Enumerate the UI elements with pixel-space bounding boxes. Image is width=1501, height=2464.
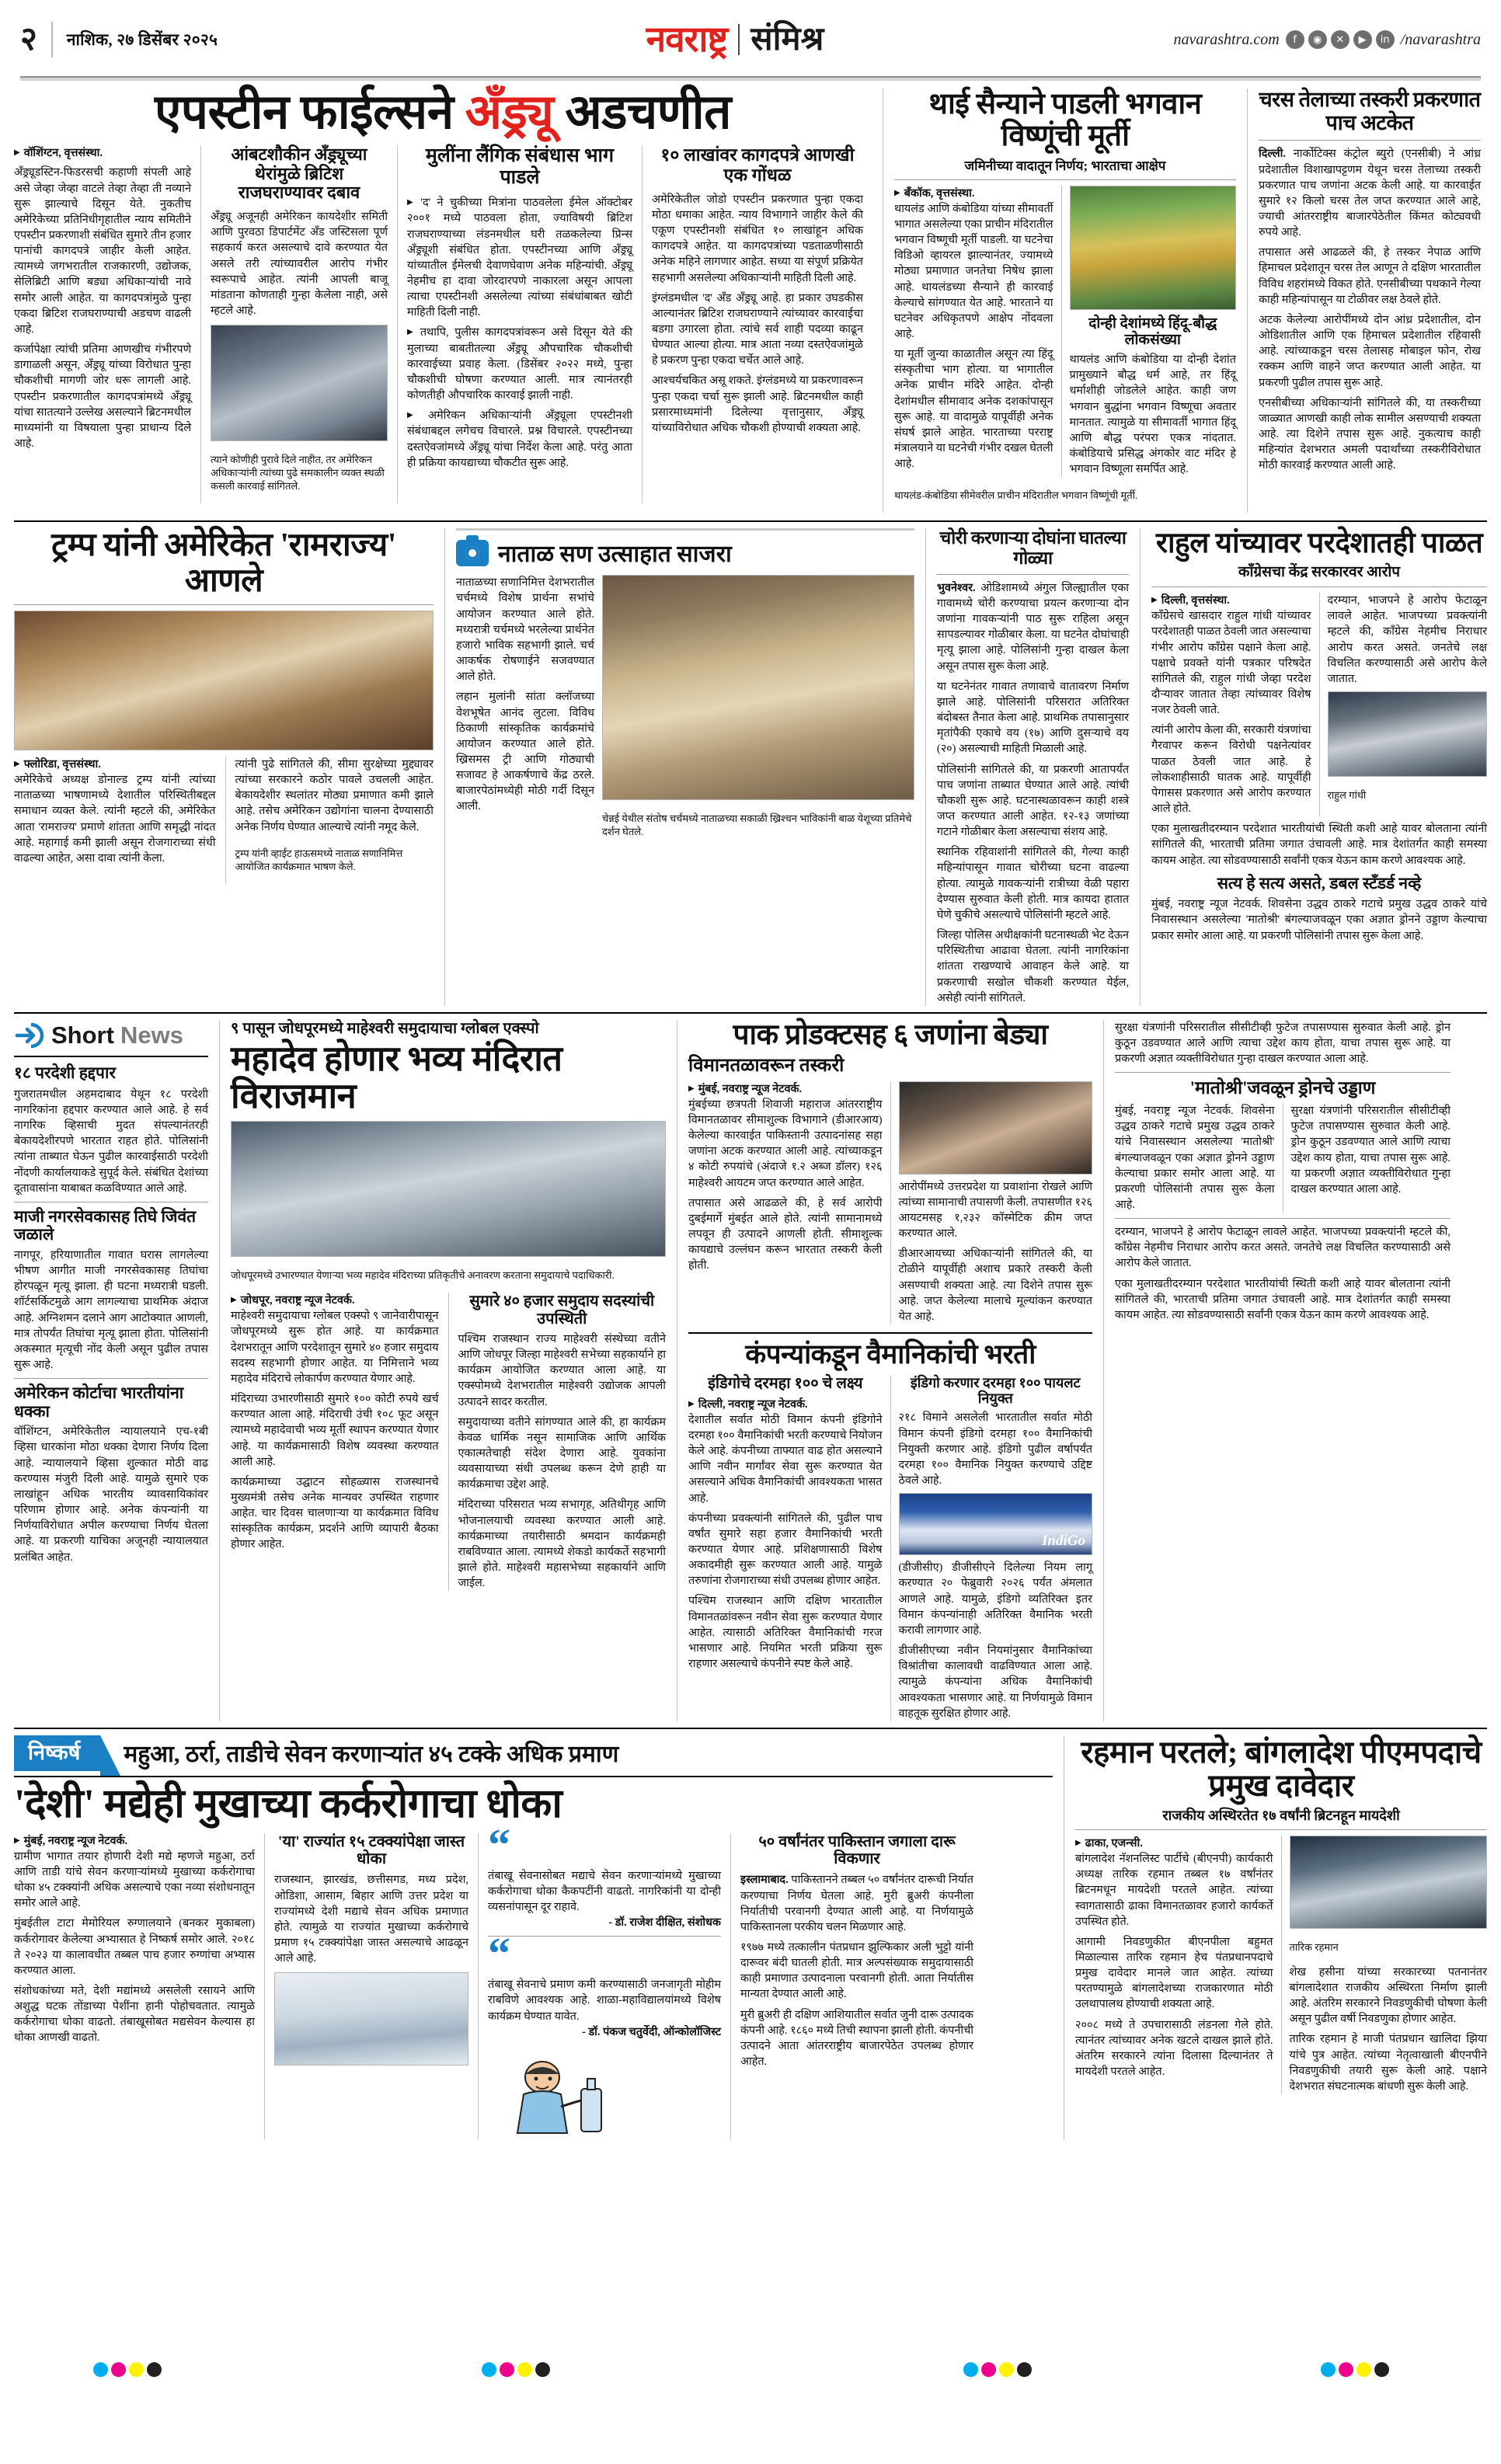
rahul-dateline: दिल्ली, वृत्तसंस्था. [1161,594,1230,607]
thai-photo [1070,186,1236,310]
smuggling-story [688,1020,1092,1721]
short-news-item [14,1384,208,1564]
mahadev-col-2 [458,1293,667,1591]
liquor-body-2: मुंबईतील टाटा मेमोरियल रुग्णालयाने (बनकर मुकाबला) कर्करोगावर केलेल्या अभ्यासात हे निष्कर्ष समोर आले. २०१८ ते २०२३ या कालावधीत तब्बल पाच हजार रुग्णांचा अभ्यास करण्यात आला. [14,1917,255,1977]
linkedin-icon[interactable]: in [1376,30,1395,49]
page-number: २ [20,22,37,57]
pak-liquor-body-3: मुरी ब्रुअरी ही दक्षिण आशियातील सर्वात जुनी दारू उत्पादक कंपनी आहे. १८६० मध्ये तिची स्थापना झाली होती. कंपनीची उत्पादने आता आंतरराष्ट्रीय बाजारपेठेत उपलब्ध होणार आहेत. [740,2008,973,2069]
theft-headline: चोरी करणाऱ्या दोघांना घातल्या गोळ्या [939,528,1127,569]
indigo-logo: IndiGo [1042,1533,1085,1550]
lead-sub-deck: १० लाखांवर कागदपत्रे आणखी एक गोंधळ [660,145,855,185]
charas-dateline: दिल्ली. [1259,148,1286,161]
rahul-body-2: त्यांनी आरोप केला की, सरकारी यंत्रणांचा गैरवापर करून विरोधी पक्षनेत्यांवर पाळत ठेवली जात आहे. हे लोकशाहीसाठी घातक आहे. यापूर्वीही पेगासस प्रकरणात असे आरोप करण्यात आले होते. [1151,724,1311,816]
lead-body-1b: कर्जापेक्षा त्यांची प्रतिमा आणखीच गंभीरपणे डागाळली असून, अँड्र्यू यांच्या विरोधात पुन्हा चौकशीची मागणी जोर धरू लागली आहे. एपस्टीन प्रकरणातील कागदपत्रांमध्ये अँड्र्यू यांचा सातत्याने उल्लेख असल्याने ब्रिटनमधील माध्यमांनी या विषयाला पुन्हा प्राधान्य दिले आहे. [14,343,191,451]
pilots-photo [899,1493,1093,1555]
lead-col-1 [14,145,191,503]
smuggling-col-1 [688,1081,883,1324]
cmyk-dots-center-right [963,2362,1032,2377]
theft-dateline: भुवनेश्वर. [936,581,976,594]
smuggling-dateline: मुंबई, नवराष्ट्र न्यूज नेटवर्क. [698,1082,803,1095]
thai-body-2: या मूर्ती जुन्या काळातील असून त्या हिंदू संस्कृतीचा भाग होत्या. या भागातील अनेक प्राचीन मंदिरे आहेत. दोन्ही देशांमधील सीमावाद अनेक दशकांपासून सुरू आहे. या वादामुळे यापूर्वीही अनेक संघर्ष झाले आहेत. भारताच्या परराष्ट्र मंत्रालयाने या घटनेची गंभीर दखल घेतली आहे. [894,348,1053,471]
smuggling-body-1: मुंबईच्या छत्रपती शिवाजी महाराज आंतरराष्ट्रीय विमानतळावर सीमाशुल्क विभागाने (डीआरआय) केलेल्या कारवाईत पाकिस्तानी उत्पादनांसह सहा जणांना अटक करण्यात आली आहे. त्यांच्याकडून ४ कोटी रुपयांचे (अंदाजे १.२ अब्ज डॉलर) १२६ माहेश्वरी आयटम जप्त करण्यात आले आहेत. [688,1098,883,1189]
nishkarsh-flag: निष्कर्ष [14,1735,100,1771]
thai-box-body: थायलंड आणि कंबोडिया या दोन्ही देशांत प्रामुख्याने बौद्ध धर्म आहे, तर हिंदू धर्माशीही जोडलेले आहेत. काही जण भगवान बुद्धांना भगवान विष्णूचा अवतार मानतात. त्यामुळे या सीमावर्ती भागात हिंदू आणि बौद्ध परंपरा एकत्र नांदतात. कंबोडियाचे प्रसिद्ध अंगकोर वाट मंदिर हे भगवान विष्णूला समर्पित आहे. [1069,353,1236,476]
mahadev-body-3: कार्यक्रमाच्या उद्घाटन सोहळ्यास राजस्थानचे मुख्यमंत्री तसेच अनेक मान्यवर उपस्थित राहणार आहेत. चार दिवस चालणाऱ्या या कार्यक्रमात विविध सांस्कृतिक कार्यक्रम, प्रदर्शने आणि व्यापारी बैठका होणार आहेत. [231,1475,439,1551]
liquor-banner [14,1735,1053,1771]
short-news-label-b: News [120,1021,183,1049]
smuggling-headline: पाक प्रोडक्टसह ६ जणांना बेड्या [733,1018,1048,1051]
rahman-body-3: २००८ मध्ये ते उपचारासाठी लंडनला गेले होते. त्यानंतर त्यांच्यावर अनेक खटले दाखल झाले होते. अंतरिम सरकारने त्यांना दिलासा दिल्यानंतर ते मायदेशी परतले आहेत. [1075,2018,1273,2079]
smuggling-photo [899,1081,1093,1175]
pilots-left-body-3: पश्चिम राजस्थान आणि दक्षिण भारतातील विमानतळांवरून नवीन सेवा सुरू करण्यात येणार आहेत. त्यासाठी अतिरिक्त वैमानिकांची गरज भासणार आहे. नियमित भरती प्रक्रिया सुरू राहणार असल्याचे कंपनीने स्पष्ट केले आहे. [688,1595,883,1671]
rahul-body-3: दरम्यान, भाजपने हे आरोप फेटाळून लावले आहेत. भाजपच्या प्रवक्त्यांनी म्हटले की, काँग्रेस नेहमीच निराधार आरोप करत असते. जनतेचे लक्ष विचलित करण्यासाठी असे आरोप केले जातात. [1327,594,1487,685]
lead-dateline-line [14,145,191,161]
rahman-body-1: बांगलादेश नॅशनलिस्ट पार्टीचे (बीएनपी) कार्यकारी अध्यक्ष तारिक रहमान तब्बल १७ वर्षांनंतर ब्रिटनमधून मायदेशी परतले आहेत. त्यांच्या स्वागतासाठी ढाका विमानतळावर हजारो कार्यकर्ते उपस्थित होते. [1075,1853,1273,1928]
masthead-divider [51,22,53,57]
matoshree-body-2: सुरक्षा यंत्रणांनी परिसरातील सीसीटीव्ही फुटेज तपासण्यास सुरुवात केली आहे. ड्रोन कुठून उडवण्यात आले आणि त्याचा उद्देश काय होता, याचा तपास सुरू आहे. या प्रकरणी अज्ञात व्यक्तीविरोधात गुन्हा दाखल करण्यात आला आहे. [1290,1105,1451,1195]
rahman-photo-caption: तारिक रहमान [1289,1940,1339,1953]
trump-headline: ट्रम्प यांनी अमेरिकेत 'रामराज्य' आणले [51,527,396,599]
logo-secondary: संमिश्र [750,22,824,57]
pilots-right-body-1: २१८ विमाने असलेली भारतातील सर्वात मोठी विमान कंपनी इंडिगो दरमहा १०० वैमानिकांची नियुक्ती करणार आहे. इंडिगो पुढील वर्षापर्यंत दरमहा १०० वैमानिक नियुक्त करण्याचे उद्दिष्ट ठेवले आहे. [898,1411,1092,1488]
lead-photo-caption: त्याने कोणीही पुरावे दिले नाहीत, तर अमेरिकन अधिकाऱ्यांनी त्यांच्या पुढे समकालीन व्यक्त स्थळी कसली कारवाई सांगितले. [211,454,385,492]
liquor-headline: 'देशी' मद्येही मुखाच्या कर्करोगाचा धोका [14,1781,562,1826]
rahul-photo [1328,691,1488,777]
trump-photo-caption: ट्रम्प यांनी व्हाईट हाऊसमध्ये नाताळ सणानिमित्त आयोजित कार्यक्रमात भाषण केले. [235,847,403,872]
short-news-block [14,1020,208,1721]
rahul-photo-caption: राहुल गांधी [1327,789,1367,802]
pilots-headline: कंपन्यांकडून वैमानिकांची भरती [745,1339,1036,1370]
theft-story [937,528,1129,1006]
lead-body-4b: आश्चर्यचकित असू शकते. इंग्लंडमध्ये या प्रकरणावरून पुन्हा एकदा चर्चा सुरू झाली आहे. ब्रिटनमधील काही प्रसारमाध्यमांनी दिलेल्या वृत्तानुसार, अँड्र्यू यांच्याविरोधात अधिक चौकशी होण्याची शक्यता आहे. [652,374,863,434]
mahadev-dateline: जोधपूर, नवराष्ट्र न्यूज नेटवर्क. [240,1294,355,1307]
thai-dateline: बँकॉक, [904,186,934,200]
charas-body-3: अटक केलेल्या आरोपींमध्ये दोन आंध्र प्रदेशातील, दोन ओडिशातील आणि एक हिमाचल प्रदेशातील रहिवासी आहे. त्यांच्याकडून चरस तेलासह मोबाइल फोन, रोख रक्कम आणि वाहने जप्त करण्यात आली आहेत. या प्रकरणी पुढील तपास सुरू आहे. [1259,313,1481,389]
thai-col-1 [894,186,1053,478]
trump-agency: वृत्तसंस्था. [62,758,101,771]
rahul-story [1151,528,1487,1006]
lead-bullet-3: ▶ अमेरिकन अधिकाऱ्यांनी अँड्र्यूला एपस्टीनशी संबंधाबद्दल लगेचच विचारले. प्रश्न विचारले. एपस्टीनच्या दस्तऐवजांमध्ये अँड्र्यू यांचा निर्देश केला आहे. परंतु आता ही प्रक्रिया कायद्याच्या चौकटीत सुरू आहे. [407,408,632,471]
liquor-col-1 [14,1833,255,2139]
thai-body-1: थायलंड आणि कंबोडिया यांच्या सीमावर्ती भागात असलेल्या एका प्राचीन मंदिरातील भगवान विष्णूची मूर्ती पाडली. या घटनेचा विडिओ व्हायरल झाल्यानंतर, ज्यामध्ये मोठ्या प्रमाणात जनतेचा निषेध झाला आहे. थायलंडच्या सैन्याने ही कारवाई केल्याचे सांगण्यात येत आहे. भारताने या घटनेवर अधिकृतपणे आक्षेप नोंदवला आहे. [894,202,1053,341]
quote-2-text: तंबाखू सेवनाचे प्रमाण कमी करण्यासाठी जनजागृती मोहीम राबविणे आवश्यक आहे. शाळा-महाविद्यालयांमध्ये विशेष कार्यक्रम घेण्यात यावेत. [488,1979,721,2023]
masthead-right [1015,30,1481,49]
rahman-col-1 [1075,1836,1273,2094]
rahul-subhead-3: 'मातोश्री'जवळून ड्रोनचे उड्डाण [1189,1078,1376,1098]
christmas-photo-caption: चेन्नई येथील संतोष चर्चमध्ये नाताळच्या सकाळी ख्रिश्चन भाविकांनी बाळ येशूच्या प्रतिमेचे दर्शन घेतले. [601,813,912,838]
x-twitter-icon[interactable]: ✕ [1331,30,1350,49]
smuggling-col-2 [899,1081,1093,1324]
theft-body-1: ओडिशामध्ये अंगुल जिल्ह्यातील एका गावामध्ये चोरी करण्याचा प्रयत्न करणाऱ्या दोन जणांना गावकऱ्यांनी पाठ सुरू राहिला असून सापडल्यावर गोळीबार केला. या घटनेत दोघांचाही मृत्यू झाला आहे. पोलिसांनी गुन्हा दाखल केला असून तपास सुरू केला आहे. [936,581,1130,673]
pilots-left-dateline: दिल्ली, नवराष्ट्र न्यूज नेटवर्क. [698,1397,808,1411]
charas-body-4: एनसीबीच्या अधिकाऱ्यांनी सांगितले की, या तस्करीच्या जाळ्यात आणखी काही लोक सामील असण्याची शक्यता आहे. त्या दिशेने तपास सुरू आहे. नुकत्याच काही महिन्यांत देशभरात अमली पदार्थांच्या तस्करीविरोधात मोठी कारवाई करण्यात आली आहे. [1259,396,1481,472]
quote-block [488,1928,721,2040]
trump-col-1 [14,757,216,884]
edition-date: नाशिक, २७ डिसेंबर २०२५ [66,30,218,49]
short-news-header [14,1020,208,1051]
christmas-body-2: लहान मुलांनी सांता क्लॉजच्या वेशभूषेत आनंद लुटला. विविध ठिकाणी सांस्कृतिक कार्यक्रमांचे आयोजन करण्यात आले होते. ख्रिसमस ट्री आणि गोठ्याची सजावट हे आकर्षणाचे केंद्र ठरले. बाजारपेठांमध्येही मोठी गर्दी दिसून आली. [455,691,594,813]
smuggling-body-3: आरोपींमध्ये उत्तरप्रदेश या प्रवाशांना रोखले आणि त्यांच्या सामानाची तपासणी केली. तपासणीत १२६ आयटमसह १,२३२ कॉस्मेटिक क्रीम जप्त करण्यात आले. [898,1180,1092,1241]
third-row [14,1020,1487,1721]
quote-open-icon: “ [488,1818,510,1870]
mahadev-photo [231,1121,666,1257]
lead-bullet-2: ▶ तथापि, पुलीस कागदपत्रांवरून असे दिसून येते की मुलाच्या बाबतीतल्या अँड्र्यू औपचारिक चौकशीची कारवाईच्या प्रवाह केला. (डिसेंबर २०२२ मध्ये, पुन्हा चौकशीची घोषणा करण्यात आली. मात्र त्यानंतरही कोणतीही औपचारिक कारवाई झाली नाही. [407,325,632,403]
fourth-row [14,1735,1487,2139]
lead-col-3 [407,145,632,503]
arrow-circle-icon [14,1020,45,1051]
quote-1-author: - डॉ. राजेश दीक्षित, संशोधक [608,1916,721,1930]
lead-dateline: वॉशिंग्टन, [23,147,61,160]
charas-body-2: तपासात असे आढळले की, हे तस्कर नेपाळ आणि हिमाचल प्रदेशातून चरस तेल आणून ते दक्षिण भारतातील विविध शहरांमध्ये विकत होते. एनसीबीच्या पथकाने गेल्या काही महिन्यांपासून या टोळीवर लक्ष ठेवले होते. [1259,246,1481,306]
second-row [14,528,1487,1006]
lead-headline [14,86,872,139]
top-row [14,86,1487,513]
rahul-subhead-2: सत्य हे सत्य असते, डबल स्टँडर्ड नव्हे [1217,873,1422,893]
christmas-label-row [456,537,914,569]
logo-primary: नवराष्ट्र [646,19,728,59]
thai-kicker: जमिनीच्या वादातून निर्णय; भारताचा आक्षेप [964,158,1166,174]
trump-story [14,528,434,1006]
rahul-body-1: काँग्रेसचे खासदार राहुल गांधी यांच्यावर परदेशातही पाळत ठेवली जात असल्याचा गंभीर आरोप काँग्रेस पक्षाने केला आहे. पक्षाचे प्रवक्ते यांनी पत्रकार परिषदेत सांगितले की, राहुल गांधी जेव्हा परदेश दौऱ्यावर जातात तेव्हा त्यांच्यावर विशेष नजर ठेवली जाते. [1151,610,1311,717]
instagram-icon[interactable]: ◉ [1308,30,1327,49]
thai-headline: थाई सैन्याने पाडली भगवान विष्णूंची मूर्ती [928,88,1202,153]
matoshree-col-1 [1115,1103,1275,1213]
lead-body-2: अँड्र्यू अजूनही अमेरिकन कायदेशीर समिती आणि पुरवठा डिपार्टमेंट अँड जस्टिसला पूर्ण सहकार्य करत असल्याचे दावे करण्यात येत असले तरी त्यांच्यावरील आरोप गंभीर स्वरूपाचे आहेत. त्यांनी आपली बाजू मांडताना कोणताही गुन्हा केलेला नाही, असे म्हटले आहे. [211,211,388,318]
rahul-body-5: मुंबई, नवराष्ट्र न्यूज नेटवर्क. शिवसेना उद्धव ठाकरे गटाचे प्रमुख उद्धव ठाकरे यांचे निवासस्थान असलेल्या 'मातोश्री' बंगल्याजवळून एका अज्ञात ड्रोनने उड्डाण केल्याचा प्रकार समोर आला आहे. या प्रकरणी पोलिसांनी तपास सुरू केला आहे. [1151,898,1487,942]
liquor-box-body: राजस्थान, झारखंड, छत्तीसगड, मध्य प्रदेश, ओडिशा, आसाम, बिहार आणि उत्तर प्रदेश या राज्यांमध्ये देशी मद्याचे सेवन अधिक प्रमाणात होते. त्यामुळे या राज्यांत मुखाच्या कर्करोगाचे प्रमाण १५ टक्क्यांपेक्षा जास्त असल्याचे आढळून आले आहे. [274,1874,468,1965]
masthead-rule [20,76,1481,81]
pak-liquor-body-2: १९७७ मध्ये तत्कालीन पंतप्रधान झुल्फिकार अली भुट्टो यांनी दारूवर बंदी घातली होती. मात्र अल्पसंख्याक समुदायासाठी काही प्रमाणात उत्पादनाला परवानगी होती. आता निर्यातीस मान्यता देण्यात आली आहे. [740,1941,973,2001]
mahadev-body-5: समुदायाच्या वतीने सांगण्यात आले की, हा कार्यक्रम केवळ धार्मिक नसून सामाजिक आणि आर्थिक एकात्मतेचाही संदेश देणारा आहे. युवकांना व्यवसायाच्या संधी उपलब्ध करून देणे हाही या कार्यक्रमाचा उद्देश आहे. [458,1415,666,1491]
short-news-item-title: अमेरिकन कोर्टाचा भारतीयांना धक्का [14,1383,184,1421]
short-news-item-title: माजी नगरसेवकासह तिघे जिवंत जळाले [14,1206,197,1244]
lead-col-4 [652,145,863,503]
liquor-bottle-photo [274,1972,468,2066]
logo-separator [738,24,740,55]
cmyk-dots-center-left [482,2362,550,2377]
smuggling-body-4: डीआरआयच्या अधिकाऱ्यांनी सांगितले की, या टोळीने यापूर्वीही अशाच प्रकारे तस्करी केली असण्याची शक्यता आहे. त्या दिशेने तपास सुरू आहे. जप्त केलेल्या मालाचे मूल्यांकन करण्यात येत आहे. [898,1248,1092,1323]
website-url[interactable]: navarashtra.com [1173,30,1280,48]
liquor-col-2 [274,1833,468,2139]
rahman-kicker: राजकीय अस्थिरतेत १७ वर्षांनी ब्रिटनहून मायदेशी [1162,1808,1400,1824]
thai-agency: वृत्तसंस्था. [935,186,975,200]
short-news-item-body: नागपूर, हरियाणातील गावात घरास लागलेल्या भीषण आगीत माजी नगरसेवकासह तिघांचा होरपळून मृत्यू झाला. ही घटना मध्यरात्री घडली. शॉर्टसर्किटमुळे आग लागल्याचा प्राथमिक अंदाज आहे. अग्निशमन दलाने आग आटोक्यात आणली, मात्र तोपर्यंत तिघांचा मृत्यू झाला होता. पोलिसांनी अकस्मात मृत्यूची नोंद केली असून पुढील तपास सुरू आहे. [14,1248,208,1372]
mahadev-body-6: मंदिराच्या परिसरात भव्य सभागृह, अतिथीगृह आणि भोजनालयाची व्यवस्था करण्यात आली आहे. कार्यक्रमाच्या तयारीसाठी श्रमदान कार्यक्रमही राबविण्यात आला. त्यामध्ये शेकडो कार्यकर्ते सहभागी झाले होते. माहेश्वरी महासभेच्या सहकार्याने आणि जाईल. [458,1498,666,1590]
rahul-body-6: सुरक्षा यंत्रणांनी परिसरातील सीसीटीव्ही फुटेज तपासण्यास सुरुवात केली आहे. ड्रोन कुठून उडवण्यात आले आणि त्याचा उद्देश काय होता, याचा तपास सुरू आहे. या प्रकरणी अज्ञात व्यक्तीविरोधात गुन्हा दाखल करण्यात आला आहे. [1115,1021,1451,1066]
lead-body-3: इंग्लंडमधील 'द' अँड अँड्र्यू आहे. हा प्रकार उघडकीस आल्यानंतर ब्रिटिश राजघराण्याने त्यांच्यावर कारवाईचा बडगा उगारला होता. त्यांचे सर्व शाही पदव्या काढून घेण्यात आल्या होत्या. मात्र आता नव्या दस्तऐवजांमुळे हे प्रकरण पुन्हा एकदा चर्चेत आले आहे. [652,291,863,367]
matoshree-body-3: दरम्यान, भाजपने हे आरोप फेटाळून लावले आहेत. भाजपच्या प्रवक्त्यांनी म्हटले की, काँग्रेस नेहमीच निराधार आरोप करत असते. जनतेचे लक्ष विचलित करण्यासाठी असे आरोप केले जातात. [1115,1226,1451,1270]
matoshree-col-2 [1291,1103,1451,1213]
charas-story [1259,89,1481,513]
rahman-photo [1290,1836,1488,1929]
facebook-icon[interactable]: f [1286,30,1304,49]
thai-story [894,89,1236,513]
trump-dateline: फ्लोरिडा, [23,758,60,771]
trump-photo [14,611,434,750]
quote-2-author: - डॉ. पंकज चतुर्वेदी, ऑन्कोलॉजिस्ट [582,2025,721,2038]
cmyk-dots-left [93,2362,162,2377]
mahadev-headline: महादेव होणार भव्य मंदिरात विराजमान [231,1039,562,1115]
rahman-body-4: शेख हसीना यांच्या सरकारच्या पतनानंतर बांगलादेशात राजकीय अस्थिरता निर्माण झाली आहे. अंतरिम सरकारने निवडणुकीची घोषणा केली असून पुढील वर्षी निवडणुका होणार आहेत. [1289,1965,1487,2026]
liquor-col-4 [740,1833,973,2139]
liquor-body-1: ग्रामीण भागात तयार होणारी देशी मद्ये म्हणजे महुआ, ठर्रा आणि ताडी यांचे सेवन करणाऱ्यांमध्ये मुखाच्या कर्करोगाचा धोका ४५ टक्क्यांनी अधिक असल्याचे एका नव्या संशोधनातून समोर आले आहे. [14,1850,255,1910]
rahul-headline: राहुल यांच्यावर परदेशातही पाळत [1155,527,1483,560]
rahman-headline: रहमान परतले; बांगलादेश पीएमपदाचे प्रमुख दावेदार [1081,1734,1482,1804]
rahul-col-2 [1328,593,1488,816]
pilots-right-head: इंडिगो करणार दरमहा १०० पायलट नियुक्त [910,1375,1081,1407]
pilots-left-body-2: कंपनीच्या प्रवक्त्यांनी सांगितले की, पुढील पाच वर्षांत सुमारे सहा हजार वैमानिकांची भरती करण्यात येणार आहे. प्रशिक्षणासाठी विशेष अकादमीही सुरू करण्यात आली आहे. यामुळे तरुणांना रोजगाराच्या संधी उपलब्ध होणार आहेत. [688,1512,883,1588]
masthead-left [20,22,455,57]
lead-body-1: अँड्र्यूडस्टिन-फिडरसची कहाणी संपली आहे असे जेव्हा जेव्हा वाटले तेव्हा तेव्हा ती नव्याने सुरू झाल्याचे दिसून येते. नुकतीच अमेरिकेच्या प्रतिनिधीगृहातील न्याय समितीने एपस्टीन प्रकरणाशी संबंधित सुमारे तीन हजार पानांची कागदपत्रे जाहीर केली आहेत. त्यामध्ये जगभरातील राजकारणी, उद्योजक, सेलिब्रिटी आणि बड्या अधिकाऱ्यांची नावे समोर आली आहेत. या कागदपत्रांमुळे पुन्हा एकदा ब्रिटिश राजघराण्याची अडचण वाढली आहे. [14,166,191,336]
pak-liquor-body-1: पाकिस्तानने तब्बल ५० वर्षांनंतर दारूची निर्यात करण्याचा निर्णय घेतला आहे. मुरी ब्रुअरी कंपनीला निर्यातीची परवानगी देण्यात आली आहे. या निर्णयामुळे पाकिस्तानला परकीय चलन मिळणार आहे. [740,1874,973,1933]
trump-col-2 [235,757,434,884]
social-handle[interactable]: /navarashtra [1400,30,1481,48]
pilots-col-left [688,1375,883,1721]
pilots-right-body-2: (डीजीसीए) डीजीसीएने दिलेल्या नियम लागू करण्यात २० फेब्रुवारी २०२६ पर्यंत अंमलात आणले आहे. यामुळे, इंडिगो व्यतिरिक्त इतर विमान कंपन्यांनाही अतिरिक्त वैमानिक भरती करावी लागणार आहे. [898,1561,1092,1637]
matoshree-body-4: एका मुलाखतीदरम्यान परदेशात भारतीयांची स्थिती कशी आहे यावर बोलताना त्यांनी सांगितले की, भारताची प्रतिमा जगात उंचावली आहे. मात्र देशांतर्गत काही समस्या कायम आहेत. त्या सोडवण्यासाठी सर्वांनी एकत्र येऊन काम करणे आवश्यक आहे. [1115,1277,1451,1321]
mahadev-body-2: मंदिराच्या उभारणीसाठी सुमारे १०० कोटी रुपये खर्च करण्यात आला आहे. मंदिराची उंची १०८ फूट असून त्यामध्ये महादेवाची भव्य मूर्ती स्थापन करण्यात येणार आहे. या कार्यक्रमासाठी विशेष व्यवस्था करण्यात आली आहे. [231,1393,439,1468]
christmas-label: नाताळ सण उत्साहात साजरा [497,541,732,568]
theft-body-3: पोलिसांनी सांगितले की, या प्रकरणी आतापर्यंत पाच जणांना ताब्यात घेण्यात आले आहे. त्यांची चौकशी सुरू आहे. घटनास्थळावरून काही शस्त्रे जप्त करण्यात आली आहेत. १२-१३ जणांच्या गटाने गोळीबार केला असल्याचा संशय आहे. [936,763,1130,839]
youtube-icon[interactable]: ▶ [1353,30,1372,49]
liquor-dateline: मुंबई, नवराष्ट्र न्यूज नेटवर्क. [23,1834,128,1847]
theft-body-2: या घटनेनंतर गावात तणावाचे वातावरण निर्माण झाले आहे. पोलिसांनी परिसरात अतिरिक्त बंदोबस्त तैनात केला आहे. प्राथमिक तपासानुसार मृतांपैकी एकाचे वय (१७) आणि दुसऱ्याचे वय (२०) असल्याची माहिती मिळाली आहे. [936,680,1130,756]
short-news-item [14,1208,208,1373]
pilots-left-body-1: देशातील सर्वात मोठी विमान कंपनी इंडिगोने दरमहा १०० वैमानिकांची भरती करण्याचे नियोजन केले आहे. कंपनीच्या ताफ्यात वाढ होत असल्याने आणि नवीन मार्गांवर सेवा सुरू करण्यात येत असल्याने अधिक वैमानिकांची आवश्यकता भासत आहे. [688,1413,883,1505]
quote-1-text: तंबाखू सेवनासोबत मद्याचे सेवन करणाऱ्यांमध्ये मुखाच्या कर्करोगाचा धोका कैकपटींनी वाढतो. नागरिकांनी या दोन्ही व्यसनांपासून दूर राहावे. [488,1869,721,1913]
rahul-body-4: एका मुलाखतीदरम्यान परदेशात भारतीयांची स्थिती कशी आहे यावर बोलताना त्यांनी सांगितले की, भारताची प्रतिमा जगात उंचावली आहे. मात्र देशांतर्गत काही समस्या कायम आहेत. त्या सोडवण्यासाठी सर्वांनी एकत्र येऊन काम करणे आवश्यक आहे. [1151,823,1487,867]
trump-body-1: अमेरिकेचे अध्यक्ष डोनाल्ड ट्रम्प यांनी त्यांच्या नाताळच्या भाषणामध्ये देशातील परिस्थितीबद्दल समाधान व्यक्त केले. त्यांनी म्हटले की, अमेरिकेत आता 'रामराज्य' प्रमाणे शांतता आणि समृद्धी नांदत आहे. महागाई कमी झाली असून रोजगाराच्या संधी वाढल्या आहेत, असा दावा त्यांनी केला. [14,774,216,865]
thai-box-head: दोन्ही देशांमध्ये हिंदू-बौद्ध लोकसंख्या [1088,315,1217,348]
lead-deck: मुलींना लैंगिक संबंधास भाग पाडले [425,145,615,189]
trump-body-2: त्यांनी पुढे सांगितले की, सीमा सुरक्षेच्या मुद्द्यावर त्यांच्या सरकारने कठोर पावले उचलली आहेत. बेकायदेशीर स्थलांतर मोठ्या प्रमाणात कमी झाले आहे. तसेच अमेरिकन उद्योगांना चालना देण्यासाठी अनेक निर्णय घेण्यात आल्याचे त्यांनी नमूद केले. [235,758,434,834]
mahadev-story [231,1020,666,1721]
short-news-label-a: Short [51,1021,114,1049]
lead-headline-part1: एपस्टीन फाईल्सने [154,86,454,139]
short-news-item-title: १८ परदेशी हद्दपार [14,1063,116,1082]
lead-headline-highlight: अँड्र्यू [465,86,554,139]
thai-photo-caption: थायलंड-कंबोडिया सीमेवरील प्राचीन मंदिरातील भगवान विष्णूंची मूर्ती. [894,489,1138,502]
theft-body-4: स्थानिक रहिवाशांनी सांगितले की, गेल्या काही महिन्यांपासून गावात चोरीच्या घटना वाढल्या होत्या. त्यामुळे गावकऱ्यांनी रात्रीच्या वेळी पहारा देण्यास सुरुवात केली होती. मात्र कायदा हातात घेणे चुकीचे असल्याचे पोलिसांनी म्हटले आहे. [936,846,1130,921]
christmas-story [456,528,914,1006]
mahadev-photo-caption: जोधपूरमध्ये उभारण्यात येणाऱ्या भव्य महादेव मंदिराच्या प्रतिकृतीचे अनावरण करताना समुदायाचे पदाधिकारी. [231,1269,615,1282]
mahadev-body-1: माहेश्वरी समुदायाचा ग्लोबल एक्स्पो ९ जानेवारीपासून जोधपूरमध्ये सुरू होत आहे. या कार्यक्रमात देशभरातून आणि परदेशातून सुमारे ४० हजार समुदाय सदस्य सहभागी होणार आहेत. या निमित्ताने भव्य महादेव मंदिराचे लोकार्पण करण्यात येणार आहे. [231,1310,439,1385]
pak-liquor-dateline: इस्लामाबाद. [740,1874,789,1887]
liquor-box-head: 'या' राज्यांत १५ टक्क्यांपेक्षा जास्त धोका [277,1832,465,1867]
christmas-text [456,575,594,849]
rahul-col-1 [1151,593,1311,816]
rahman-story [1075,1735,1487,2139]
short-news-item [14,1062,208,1196]
camera-icon [456,540,489,566]
lead-bullet-1: ▶ 'द' ने चुकीच्या मित्रांना पाठवलेला ईमेल ऑक्टोबर २००१ मध्ये पाठवला होता, ज्याविषयी ब्रिटिश राजघराण्याच्या लंडनमधील घरी तळकलेल्या प्रिन्स अँड्र्यूशी संबंधित होता. एपस्टीनच्या आणि अँड्र्यू यांच्यातील ईमेलची देवाणघेवाण अनेक महिन्यांची. अँड्र्यू नेहमीच हा दावा जोरदारपणे नाकारला असून आपला त्याचा एपस्टीनशी असलेल्या त्यांच्या संबंधांबाबत खोटी माहिती दिली नाही. [407,195,632,320]
theft-body-5: जिल्हा पोलिस अधीक्षकांनी घटनास्थळी भेट देऊन परिस्थितीचा आढावा घेतला. त्यांनी नागरिकांना शांतता राखण्याचे आवाहन केले आहे. या प्रकरणाची सखोल चौकशी करण्यात येईल, असेही त्यांनी सांगितले. [936,929,1130,1004]
christmas-photo [602,575,914,800]
pak-liquor-head: ५० वर्षांनंतर पाकिस्तान जगाला दारू विकणार [758,1832,956,1867]
pilots-right-body-3: डीजीसीएच्या नवीन नियमांनुसार वैमानिकांच्या विश्रांतीचा कालावधी वाढविण्यात आला आहे. त्यामुळे कंपन्यांना अधिक वैमानिकांची आवश्यकता भासणार आहे. या निर्णयामुळे विमान वाहतूक सुरक्षित होणार आहे. [898,1644,1092,1720]
liquor-col-3 [488,1818,721,2139]
masthead [14,0,1487,71]
smuggling-body-2: तपासात असे आढळले की, हे सर्व आरोपी दुबईमार्गे मुंबईत आले होते. त्यांनी सामानामध्ये लपवून ही उत्पादने आणली होती. सीमाशुल्क कायद्याचे उल्लंघन करून भारतात तस्करी केली होती. [688,1196,883,1272]
rahman-body-2: आगामी निवडणुकीत बीएनपीला बहुमत मिळाल्यास तारिक रहमान हेच पंतप्रधानपदाचे प्रमुख दावेदार मानले जात आहेत. त्यांच्या परतण्यामुळे बांगलादेशच्या राजकारणात मोठी उलथापालथ होण्याची शक्यता आहे. [1075,1935,1273,2011]
mahadev-subhead: सुमारे ४० हजार समुदाय सदस्यांची उपस्थिती [469,1293,655,1328]
pilots-col-right [899,1375,1093,1721]
liquor-story [14,1735,1053,2139]
lead-col-2 [211,145,388,503]
rahman-body-5: तारिक रहमान हे माजी पंतप्रधान खालिदा झिया यांचे पुत्र आहेत. त्यांच्या नेतृत्वाखाली बीएनपीने निवडणुकीची तयारी सुरू केली आहे. पक्षाने देशभरात संघटनात्मक बांधणी सुरू केली आहे. [1289,2033,1487,2093]
matoshree-body-1: मुंबई, नवराष्ट्र न्यूज नेटवर्क. शिवसेना उद्धव ठाकरे गटाचे प्रमुख उद्धव ठाकरे यांचे निवासस्थान असलेल्या 'मातोश्री' बंगल्याजवळून एका अज्ञात ड्रोनने उड्डाण केल्याचा प्रकार समोर आला आहे. या प्रकरणी पोलिसांनी तपास सुरू केला आहे. [1115,1105,1275,1211]
liquor-cartoon [488,2046,721,2139]
cmyk-dots-right [1321,2362,1389,2377]
masthead-logo [455,19,1015,59]
mahadev-body-4: पश्चिम राजस्थान राज्य माहेश्वरी संस्थेच्या वतीने आणि जोधपूर जिल्हा माहेश्वरी सभेच्या सहकार्याने हा कार्यक्रम आयोजित करण्यात आला आहे. या एक्स्पोमध्ये देशभरातील माहेश्वरी उद्योजक आपली उत्पादने सादर करतील. [458,1332,666,1408]
cartoon-illustration-icon [488,2046,643,2139]
christmas-photo-wrap [602,575,914,849]
social-icons [1286,30,1395,49]
thai-col-2 [1070,186,1236,478]
rahul-kicker: काँग्रेसचा केंद्र सरकारवर आरोप [1238,564,1401,581]
lead-photo [211,325,388,441]
rahman-dateline: ढाका, एजन्सी. [1085,1836,1143,1850]
pilots-left-head: इंडिगोचे दरमहा १०० चे लक्ष्य [708,1375,863,1393]
lead-story [14,86,872,513]
lead-agency: वृत्तसंस्था. [64,147,103,160]
mahadev-col-1 [231,1293,439,1591]
rahul-continued [1115,1020,1451,1721]
lead-body-4: अमेरिकेतील जोडो एपस्टीन प्रकरणात पुन्हा एकदा मोठा धमाका आहेत. न्याय विभागाने जाहीर केले की एकूण एपस्टीनशी संबंधित १० लाखांहून अधिक कागदपत्रे आहेत. या कागदपत्रांच्या पडताळणीसाठी अनेक महिने लागणार आहेत. सध्या या संपूर्ण प्रक्रियेत सहभागी असलेल्या अधिकाऱ्यांनी माहिती दिली आहे. [652,193,863,284]
quote-block [488,1818,721,1931]
charas-body-1: नार्कोटिक्स कंट्रोल ब्युरो (एनसीबी) ने आंध्र प्रदेशातील विशाखापट्टणम येथून चरस तेलाच्या तस्करी प्रकरणात पाच जणांना अटक केली आहे. या कारवाईत सुमारे १२ किलो चरस तेल जप्त करण्यात आले आहे, ज्याची आंतरराष्ट्रीय बाजारपेठेतील किंमत कोट्यवधी रुपये आहे. [1259,148,1481,239]
liquor-body-3: संशोधकांच्या मते, देशी मद्यांमध्ये असलेली रसायने आणि अशुद्ध घटक तोंडाच्या पेशींना हानी पोहोचवतात. त्यामुळे कर्करोगाचा धोका वाढतो. तंबाखूसोबत मद्यसेवन केल्यास हा धोका आणखी वाढतो. [14,1985,255,2045]
rahman-col-2 [1290,1836,1488,2094]
quote-open-icon-2: “ [488,1928,510,1979]
lead-subhead: आंबटशौकीन अँड्र्यूच्या थेरांमुळे ब्रिटिश राजघराण्यावर दबाव [231,144,367,203]
short-news-item-body: गुजरातमधील अहमदाबाद येथून १८ परदेशी नागरिकांना हद्दपार करण्यात आले आहे. हे सर्व नागरिक व्हिसाची मुदत संपल्यानंतरही बेकायदेशीरपणे भारतात राहत होते. पोलिसांनी त्यांना ताब्यात घेऊन पुढील कारवाईसाठी परदेशी नोंदणी कार्यालयाकडे सुपूर्द केले. संबंधित देशांच्या दूतावासांना याबाबत कळविण्यात आले आहे. [14,1088,208,1195]
short-news-item-body: वॉशिंग्टन, अमेरिकेतील न्यायालयाने एच-१बी व्हिसा धारकांना मोठा धक्का देणारा निर्णय दिला आहे. न्यायालयाने व्हिसा शुल्कात मोठी वाढ करण्यास मंजुरी दिली आहे. यामुळे सुमारे एक लाखांहून अधिक भारतीय व्यावसायिकांवर परिणाम होणार आहे. अनेक कंपन्यांनी या निर्णयाविरोधात अपील करण्याचा निर्णय घेतला आहे. या प्रकरणी याचिका अजूनही न्यायालयात प्रलंबित आहेत. [14,1425,208,1564]
liquor-banner-text: महुआ, ठर्रा, ताडीचे सेवन करणाऱ्यांत ४५ टक्के अधिक प्रमाण [124,1742,619,1768]
smuggling-subhead: विमानतळावरून तस्करी [688,1055,845,1076]
charas-headline: चरस तेलाच्या तस्करी प्रकरणात पाच अटकेत [1259,88,1481,134]
mahadev-kicker: ९ पासून जोधपूरमध्ये माहेश्वरी समुदायाचा ग्लोबल एक्स्पो [231,1019,539,1037]
lead-headline-part2: अडचणीत [565,86,732,139]
christmas-body-1: नाताळच्या सणानिमित्त देशभरातील चर्चमध्ये विशेष प्रार्थना सभांचे आयोजन करण्यात आले होते. मध्यरात्री चर्चमध्ये भरलेल्या प्रार्थनेत हजारो भाविक सहभागी झाले. चर्च आकर्षक रोषणाईने सजवण्यात आले होते. [455,576,594,684]
